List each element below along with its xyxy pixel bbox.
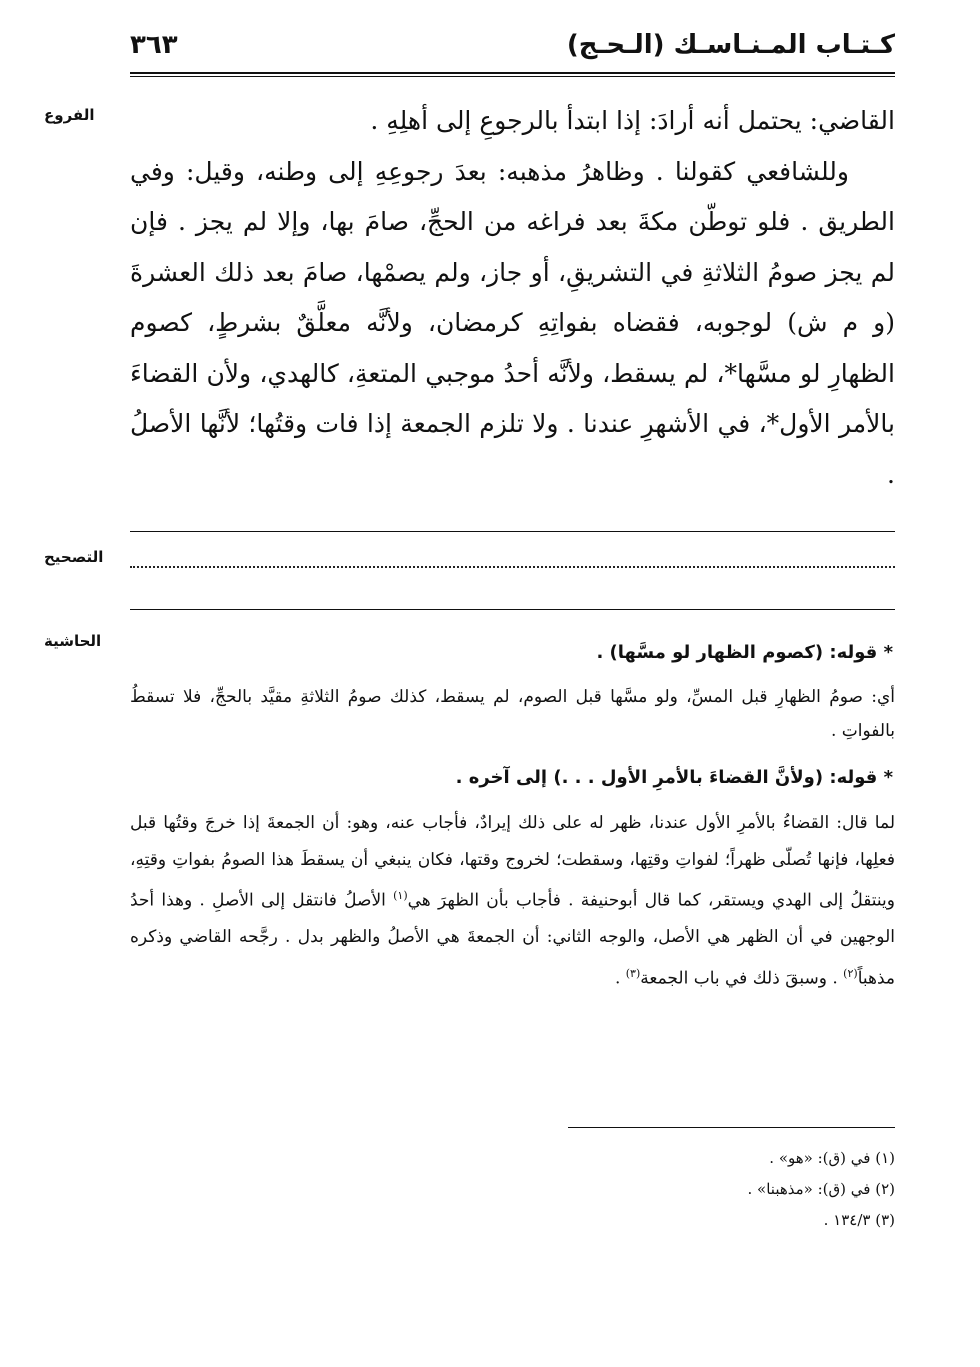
page-header [130,28,895,72]
footnotes [130,1143,895,1236]
hashiya-quote-1: * قوله: (كصوم الظهار لو مسَّها) . [596,642,893,663]
section-label-furu: الفروع [44,106,95,124]
tashih-dotted-line [130,566,895,568]
hashiya-section [130,636,895,997]
section-label-hashiya: الحاشية [44,632,102,650]
hashiya-explanation-2 [130,805,895,997]
explanation-2-part-1: لما قال: القضاءُ بالأمرِ الأول عندنا، ظهر له على ذلك إيرادٌ، فأجاب عنه، وهو: أن الجمعةَ إذا خرجَ وقتُها قبل فعلِها، فإنها تُصلّى ظهراً؛ لفواتِ وقتِها، وسقطت؛ لخروج وقتها، فكان ينبغي أن يسقطَ هذا الصومُ بفواتِ وقتِهِ، وينتقلُ إلى الهدي ويستقر، كما قال أبوحنيفة . فأجاب بأن الظهرَ هي [130,813,895,911]
footnote-ref-3[interactable]: (٣) [625,966,641,980]
main-paragraph-1: القاضي: يحتمل أنه أرادَ: إذا ابتدأ بالرجوعِ إلى أهلِهِ . [370,106,895,135]
page-number: ٣٦٣ [130,30,178,60]
tashih-bottom-rule [130,609,895,610]
section-label-tashih: التصحيح [44,548,104,566]
main-text [130,96,895,500]
footnote-3: (٣) ١٣٤/٣ . [823,1211,895,1229]
footnote-ref-1[interactable]: (١) [393,889,408,902]
header-rule [130,72,895,74]
tashih-top-rule [130,531,895,532]
footnote-1: (١) في (ق): «هو» . [769,1149,895,1167]
hashiya-quote-2: * قوله: (ولأنَّ القضاءَ بالأمرِ الأول . . .) إلى آخره . [455,767,893,788]
explanation-2-part-2: الأصلُ فانتقل إلى الأصلِ . وهذا أحدُ الوجهين في أن الظهر هي الأصل، والوجه الثاني: أن الجمعةَ هي الأصلُ والظهر بدل . رجَّحه القاضي وذكره مذهباً [130,890,895,989]
explanation-2-part-3: . وسبقَ ذلك في باب الجمعة [640,968,838,989]
explanation-2-end: . [614,968,621,989]
footnote-separator [568,1127,895,1128]
footnote-ref-2[interactable]: (٢) [843,966,858,980]
main-paragraph-2: وللشافعي كقولنا . وظاهرُ مذهبه: بعدَ رجوعِهِ إلى وطنه، وقيل: وفي الطريق . فلو توطّن مكةَ بعد فراغه من الحجِّ، صامَ بها، وإلا لم يجز . فإن لم يجز صومُ الثلاثةِ في التشريقِ، أو جاز، ولم يصمْها، صامَ بعد ذلك العشرةَ (و م ش) لوجوبه، فقضاه بفواتِهِ كرمضان، ولأنَّه معلَّقٌ بشرطٍ، كصوم الظهارِ لو مسَّها*، لم يسقط، ولأنَّه أحدُ موجبي المتعةِ، كالهدي، ولأن القضاءَ بالأمر الأول*، في الأشهرِ عندنا . ولا تلزم الجمعة إذا فات وقتُها؛ لأنَّها الأصلُ . [130,156,895,489]
footnote-2: (٢) في (ق): «مذهبنا» . [747,1180,895,1198]
book-title: كـتـاب المـنـاسـك (الـحـج) [566,30,895,60]
hashiya-explanation-1: أي: صومُ الظهارِ قبل المسِّ، ولو مسَّها قبل الصوم، لم يسقط، كذلك صومُ الثلاثةِ مقيَّد بالحجِّ، فلا تسقطُ بالفواتِ . [130,687,895,741]
header-rule-thin [130,76,895,77]
